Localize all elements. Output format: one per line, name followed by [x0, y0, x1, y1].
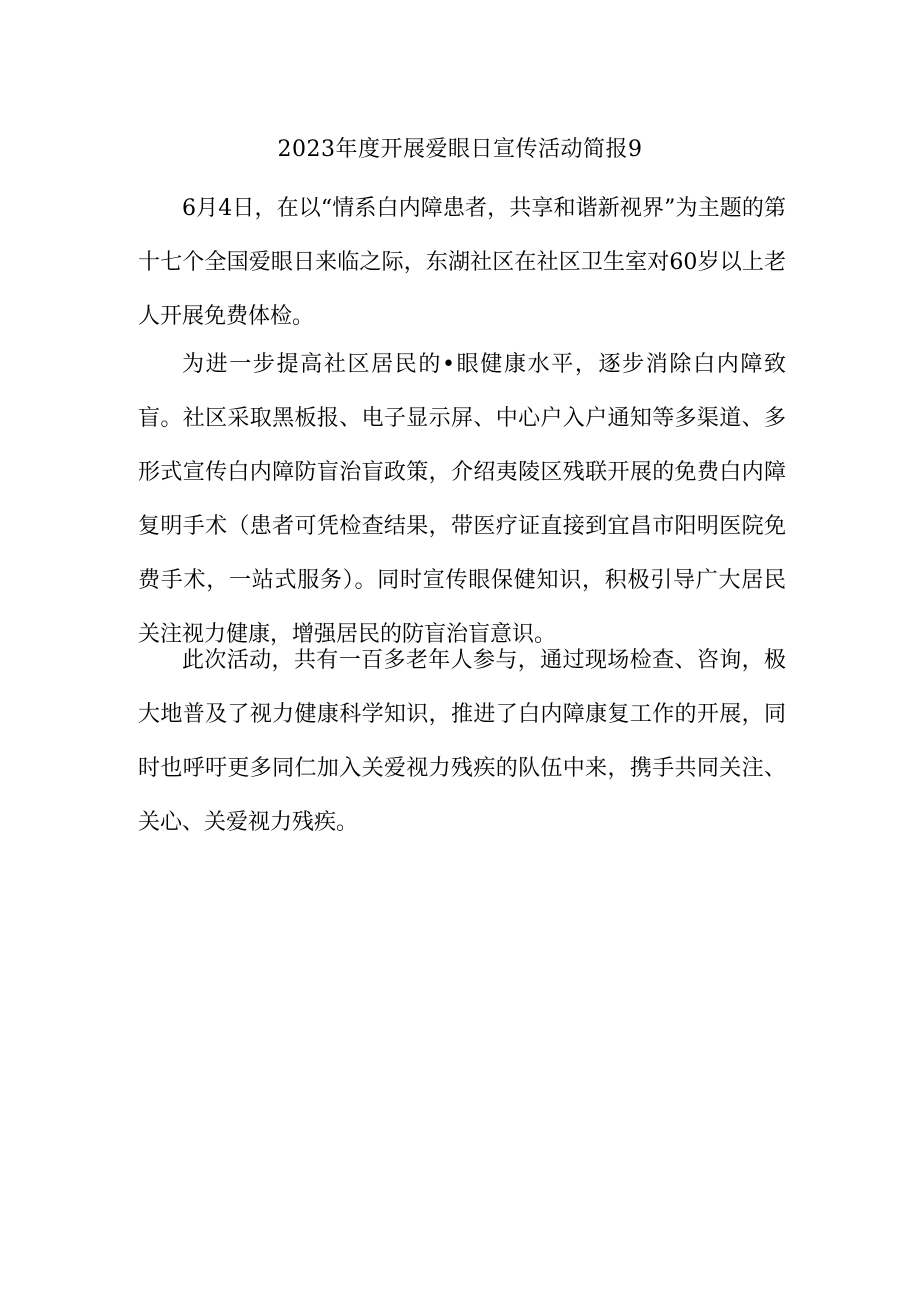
paragraph-2: 为进一步提高社区居民的•眼健康水平，逐步消除白内障致盲。社区采取黑板报、电子显示屏、中心户入户通知等多渠道、多形式宣传白内障防盲治盲政策，介绍夷陵区残联开展的免费白内障复明手术（患者可凭检查结果，带医疗证直接到宜昌市阳明医院免费手术，一站式服务）。同时宣传眼保健知识，积极引导广大居民关注视力健康，增强居民的防盲治盲意识。 — [138, 352, 786, 647]
paragraph-1: 6月4日，在以“情系白内障患者，共享和谐新视界”为主题的第十七个全国爱眼日来临之际，东湖社区在社区卫生室对60岁以上老人开展免费体检。 — [138, 196, 786, 329]
document-title: 2023年度开展爱眼日宣传活动简报9 — [277, 137, 643, 162]
paragraph-3: 此次活动，共有一百多老年人参与，通过现场检查、咨询，极大地普及了视力健康科学知识，推进了白内障康复工作的开展，同时也呼吁更多同仁加入关爱视力残疾的队伍中来，携手共同关注、关心、关爱视力残疾。 — [138, 648, 786, 835]
